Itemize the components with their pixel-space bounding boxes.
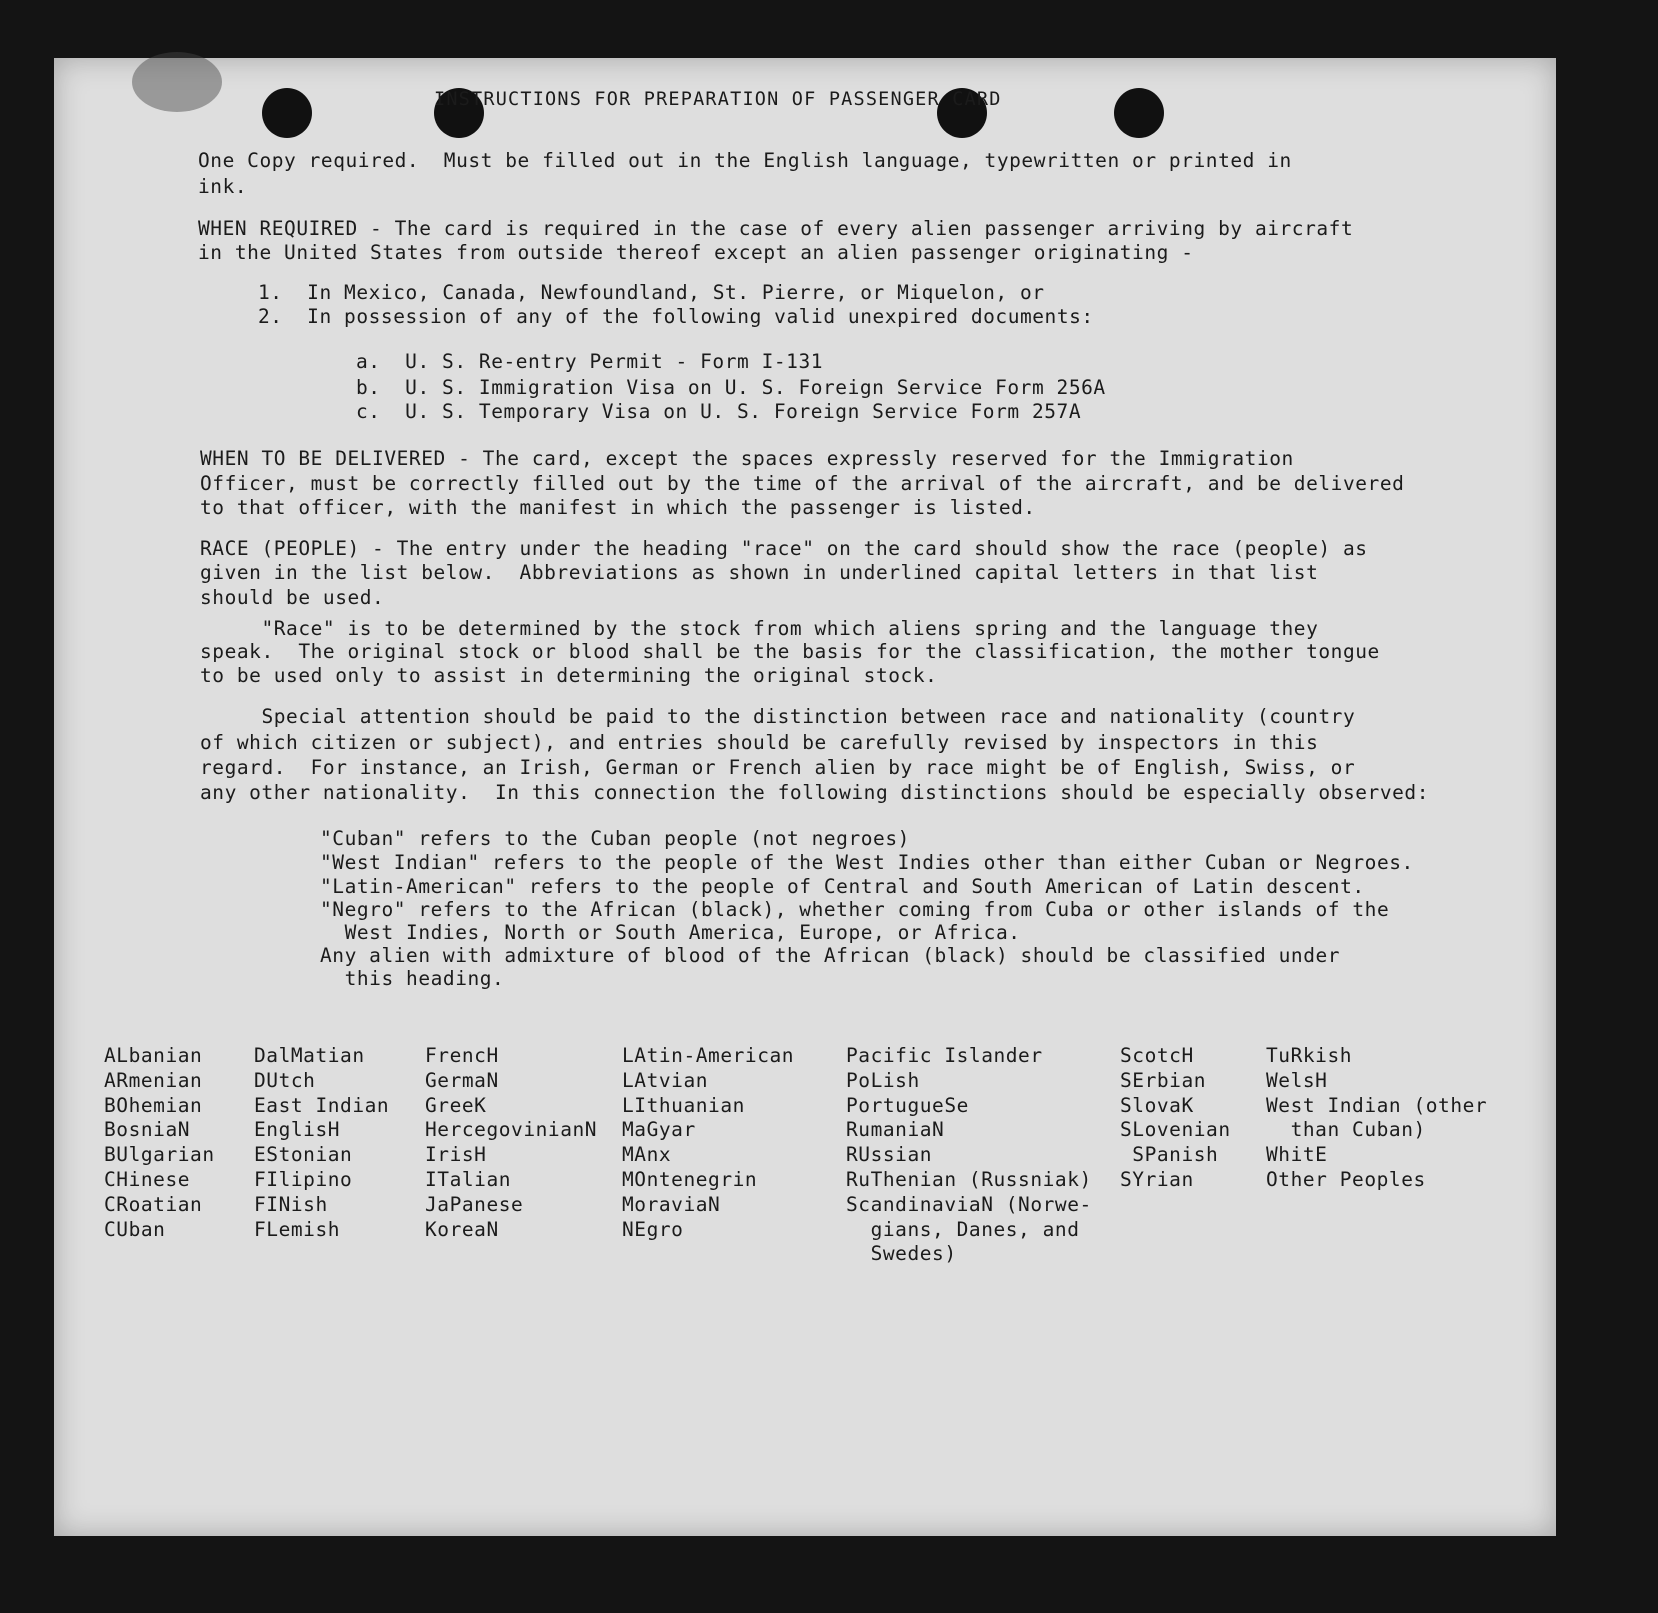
race-people-line: should be used. [200, 586, 385, 609]
paper-stain [132, 52, 222, 112]
distinction-line: "Cuban" refers to the Cuban people (not negroes) [320, 827, 910, 850]
race-list-item: SlovaK [1120, 1093, 1194, 1117]
race-list-column [104, 1044, 215, 1242]
race-list-item: TuRkish [1266, 1044, 1353, 1067]
race-list-item: than Cuban) [1266, 1118, 1426, 1142]
race-list-item: LAtvian [622, 1068, 709, 1092]
race-list-item: PortugueSe [846, 1093, 969, 1117]
race-definition-line: to be used only to assist in determining the original stock. [200, 664, 938, 687]
special-attention-line: regard. For instance, an Irish, German or French alien by race might be of English, Swiss, or [200, 756, 1356, 779]
distinction-line: this heading. [320, 967, 505, 990]
race-list-item: MaGyar [622, 1118, 696, 1142]
race-list-item: ITalian [425, 1167, 512, 1191]
race-list-item: BUlgarian [104, 1143, 215, 1167]
race-list-item: Swedes) [846, 1242, 957, 1266]
race-list-item: CUban [104, 1217, 166, 1241]
distinction-line: West Indies, North or South America, Europe, or Africa. [320, 921, 1021, 944]
race-list-item: RUssian [846, 1143, 933, 1167]
race-list-column [425, 1044, 597, 1242]
document-page [54, 58, 1556, 1536]
race-list-item: BosniaN [104, 1118, 191, 1142]
special-attention-line: any other nationality. In this connection the following distinctions should be especially observed: [200, 781, 1429, 804]
race-list-item: MoraviaN [622, 1192, 721, 1216]
distinction-line: "Negro" refers to the African (black), whether coming from Cuba or other islands of the [320, 898, 1390, 921]
special-attention-line: Special attention should be paid to the distinction between race and nationality (country [200, 705, 1356, 728]
when-required-line: in the United States from outside thereof except an alien passenger originating - [198, 241, 1194, 264]
page-title: INSTRUCTIONS FOR PREPARATION OF PASSENGER CARD [434, 89, 1002, 110]
when-delivered-line: WHEN TO BE DELIVERED - The card, except the spaces expressly reserved for the Immigration [200, 447, 1294, 470]
numbered-item: 2. In possession of any of the following valid unexpired documents: [258, 305, 1094, 328]
race-list-item: LIthuanian [622, 1093, 745, 1117]
punch-hole [1114, 88, 1164, 138]
race-list-item: HercegovinianN [425, 1118, 598, 1142]
intro-line: ink. [198, 175, 248, 198]
race-list-item: MAnx [622, 1143, 672, 1167]
race-list-item: CRoatian [104, 1192, 203, 1216]
race-list-item: BOhemian [104, 1093, 203, 1117]
race-list-item: FINish [254, 1192, 328, 1216]
distinction-line: "Latin-American" refers to the people of Central and South American of Latin descent. [320, 875, 1365, 898]
race-list-item: SYrian [1120, 1167, 1194, 1191]
race-list-item: ALbanian [104, 1044, 203, 1067]
race-list-item: DUtch [254, 1068, 316, 1092]
race-definition-line: "Race" is to be determined by the stock from which aliens spring and the language they [200, 617, 1319, 640]
race-list-item: ScandinaviaN (Norwe- [846, 1192, 1092, 1216]
race-list-item: DalMatian [254, 1044, 365, 1067]
race-list-item: CHinese [104, 1167, 191, 1191]
race-list-column [622, 1044, 794, 1242]
race-list-item: MOntenegrin [622, 1167, 758, 1191]
race-list-item: KoreaN [425, 1217, 499, 1241]
race-list-item: RuThenian (Russniak) [846, 1167, 1092, 1191]
race-definition-line: speak. The original stock or blood shall be the basis for the classification, the mother tongue [200, 640, 1380, 663]
race-list-item: West Indian (other [1266, 1093, 1488, 1117]
race-list-item: IrisH [425, 1143, 487, 1167]
race-list-item: GreeK [425, 1093, 487, 1117]
race-list-item: East Indian [254, 1093, 390, 1117]
race-list-item: JaPanese [425, 1192, 524, 1216]
race-list-item: EnglisH [254, 1118, 341, 1142]
passenger-card-instructions [54, 58, 1556, 1536]
race-list-item: FLemish [254, 1217, 341, 1241]
race-list-column [1266, 1044, 1487, 1193]
race-list-item: gians, Danes, and [846, 1217, 1080, 1241]
lettered-item: a. U. S. Re-entry Permit - Form I-131 [356, 350, 824, 373]
distinction-line: "West Indian" refers to the people of the West Indies other than either Cuban or Negroes. [320, 851, 1414, 874]
race-list-item: SPanish [1120, 1143, 1219, 1167]
when-delivered-line: Officer, must be correctly filled out by the time of the arrival of the aircraft, and be delivered [200, 472, 1405, 495]
race-people-line: RACE (PEOPLE) - The entry under the heading "race" on the card should show the race (people) as [200, 537, 1368, 560]
race-list-item: GermaN [425, 1068, 499, 1092]
race-list-item: PoLish [846, 1068, 920, 1092]
race-list-item: RumaniaN [846, 1118, 945, 1142]
race-list-column [846, 1044, 1092, 1267]
race-list-item: WelsH [1266, 1068, 1328, 1092]
race-list-item: Other Peoples [1266, 1167, 1426, 1191]
lettered-item: c. U. S. Temporary Visa on U. S. Foreign Service Form 257A [356, 400, 1082, 423]
race-list-item: LAtin-American [622, 1044, 795, 1067]
race-list-item: FIlipino [254, 1167, 353, 1191]
intro-line: One Copy required. Must be filled out in the English language, typewritten or printed in [198, 149, 1292, 172]
special-attention-line: of which citizen or subject), and entries should be carefully revised by inspectors in this [200, 731, 1319, 754]
race-list-item: EStonian [254, 1143, 353, 1167]
when-delivered-line: to that officer, with the manifest in which the passenger is listed. [200, 496, 1036, 519]
race-list-item: SLovenian [1120, 1118, 1231, 1142]
race-list-item: ARmenian [104, 1068, 203, 1092]
race-list-item: FrencH [425, 1044, 499, 1067]
race-list-item: Pacific Islander [846, 1044, 1043, 1067]
race-list-column [254, 1044, 389, 1242]
race-list-item: WhitE [1266, 1143, 1328, 1167]
race-people-line: given in the list below. Abbreviations as shown in underlined capital letters in that list [200, 561, 1319, 584]
numbered-item: 1. In Mexico, Canada, Newfoundland, St. Pierre, or Miquelon, or [258, 281, 1045, 304]
distinction-line: Any alien with admixture of blood of the African (black) should be classified under [320, 944, 1341, 967]
punch-hole [262, 88, 312, 138]
race-list-item: SErbian [1120, 1068, 1207, 1092]
race-list-item: ScotcH [1120, 1044, 1194, 1067]
race-list-item: NEgro [622, 1217, 684, 1241]
when-required-line: WHEN REQUIRED - The card is required in the case of every alien passenger arriving by aircraft [198, 217, 1354, 240]
lettered-item: b. U. S. Immigration Visa on U. S. Foreign Service Form 256A [356, 376, 1106, 399]
race-list-column [1120, 1044, 1231, 1193]
